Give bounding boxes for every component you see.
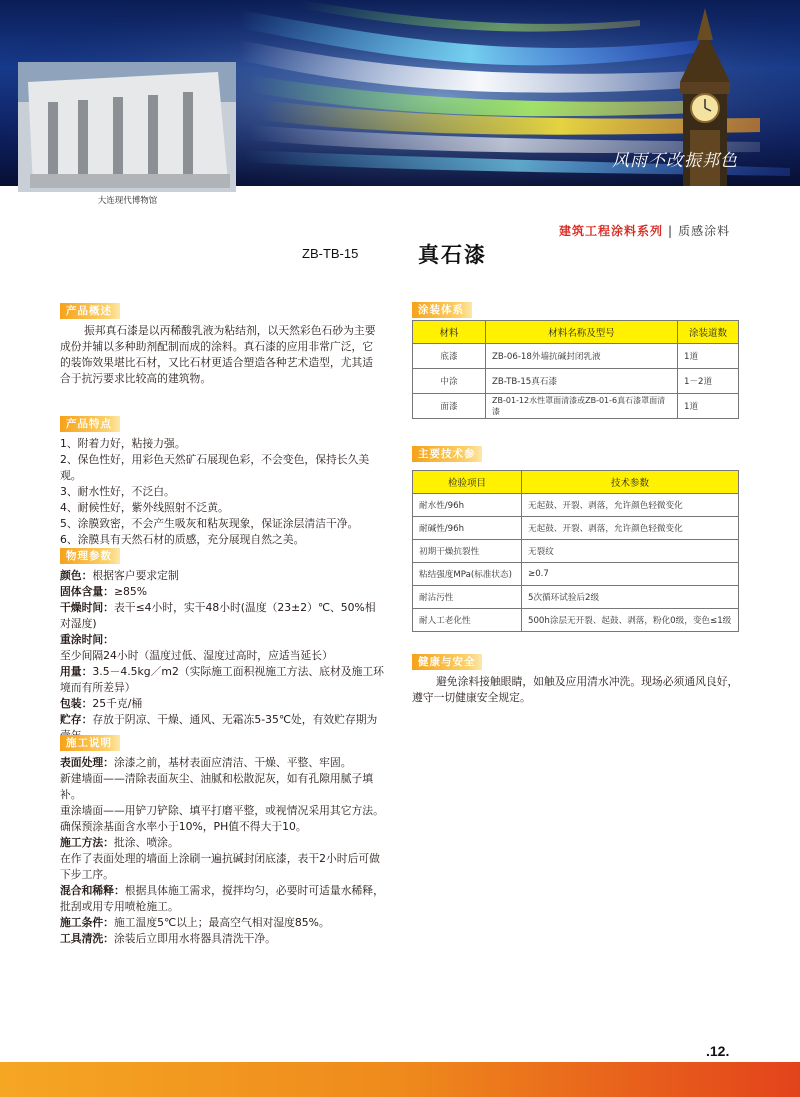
table-cell: 无起鼓、开裂、剥落，允许颜色轻微变化 [522,494,739,517]
physical-item: 固体含量：≥85% [60,585,148,598]
table-cell: ZB-01-12水性罩面清漆或ZB-01-6真石漆罩面清漆 [486,394,678,419]
table-cell: 耐水性/96h [413,494,522,517]
physical-item: 颜色：根据客户要求定制 [60,569,179,582]
table-header-row [413,471,739,494]
overview-tag: 产品概述 [60,303,120,319]
table-cell: ZB-TB-15真石漆 [486,369,678,394]
slogan-text: 风雨不改振邦色 [612,151,738,171]
table-header-cell: 检验项目 [413,471,522,494]
table-cell: 1道 [678,394,739,419]
construction-item: 新建墙面——清除表面灰尘、油腻和松散泥灰，如有孔隙用腻子填补。 [60,772,374,801]
table-cell: 粘结强度MPa(标准状态) [413,563,522,586]
table-cell: ZB-06-18外墙抗碱封闭乳液 [486,344,678,369]
table-cell: 耐沾污性 [413,586,522,609]
table-cell: 1－2道 [678,369,739,394]
feature-item: 1、附着力好，粘接力强。 [60,437,186,450]
features-tag: 产品特点 [60,416,120,432]
table-cell: 面漆 [413,394,486,419]
feature-item: 4、耐候性好，紫外线照射不泛黄。 [60,501,229,514]
table-cell: 中涂 [413,369,486,394]
table-row [413,494,739,517]
physical-list [60,568,385,744]
construction-item: 在作了表面处理的墙面上涂刷一遍抗碱封闭底漆，表干2小时后可做下步工序。 [60,852,380,881]
table-row [413,563,739,586]
physical-item: 干燥时间：表干≤4小时，实干48小时(温度（23±2）℃、50%相对湿度) [60,601,376,630]
health-text: 避免涂料接触眼睛，如触及应用清水冲洗。现场必须通风良好，遵守一切健康安全规定。 [412,675,739,704]
features-list [60,436,385,548]
tech-params-tag: 主要技术参 [412,446,482,462]
table-row [413,344,739,369]
table-cell: 底漆 [413,344,486,369]
series-label [559,222,730,239]
table-cell: ≥0.7 [522,563,739,586]
museum-photo [18,62,236,192]
feature-item: 5、涂膜致密，不会产生吸灰和粘灰现象，保证涂层清洁干净。 [60,517,359,530]
table-header-row [413,321,739,344]
construction-item: 确保预涂基面含水率小于10%，PH值不得大于10。 [60,820,307,833]
table-row [413,394,739,419]
page-number: .12. [706,1043,730,1059]
table-row [413,586,739,609]
feature-item: 3、耐水性好，不泛白。 [60,485,175,498]
feature-item: 6、涂膜具有天然石材的质感，充分展现自然之美。 [60,533,305,546]
overview-text: 振邦真石漆是以丙稀酸乳液为粘结剂，以天然彩色石砂为主要成份并辅以多种助剂配制而成的涂料。真石漆的应用非常广泛，它的装饰效果堪比石材，又比石材更适合塑造各种艺术造型，尤其适合于抗污要求比较高的建筑物。 [60,324,376,385]
table-header-cell: 材料名称及型号 [486,321,678,344]
table-cell: 500h涂层无开裂、起鼓、剥落，粉化0级，变色≤1级 [522,609,739,632]
tech-params-table [412,470,739,632]
feature-item: 2、保色性好，用彩色天然矿石展现色彩，不会变色，保持长久美观。 [60,453,370,482]
table-row [413,609,739,632]
table-cell: 初期干燥抗裂性 [413,540,522,563]
physical-item: 用量：3.5－4.5kg／m2（实际施工面积视施工方法、底材及施工环境而有所差异） [60,665,384,694]
museum-building-image [18,62,236,192]
health-tag: 健康与安全 [412,654,482,670]
construction-tag: 施工说明 [60,735,120,751]
table-row [413,540,739,563]
construction-list [60,755,385,947]
coating-system-tag: 涂装体系 [412,302,472,318]
construction-item: 表面处理：涂漆之前，基材表面应清洁、干燥、平整、牢固。 [60,756,352,769]
construction-item: 施工方法：批涂、喷涂。 [60,836,179,849]
product-title: 真石漆 [418,242,487,267]
table-cell: 无裂纹 [522,540,739,563]
photo-caption: 大连现代博物馆 [97,196,158,206]
table-header-cell: 涂装道数 [678,321,739,344]
table-cell: 1道 [678,344,739,369]
physical-item: 贮存：存放于阴凉、干燥、通风、无霜冻5-35℃处，有效贮存期为 [60,713,378,726]
footer-bar [0,1062,800,1097]
physical-item: 包装：25千克/桶 [60,697,143,710]
construction-item: 混合和稀释：根据具体施工需求，搅拌均匀，必要时可适量水稀释，批刮或用专用喷枪施工。 [60,884,384,913]
series-sub: 质感涂料 [678,224,731,238]
construction-item: 工具清洗：涂装后立即用水将器具清洗干净。 [60,932,276,945]
header-banner [0,0,800,195]
table-row [413,517,739,540]
construction-item: 重涂墙面——用铲刀铲除、填平打磨平整，或视情况采用其它方法。 [60,804,384,817]
table-header-cell: 技术参数 [522,471,739,494]
table-cell: 5次循环试验后2级 [522,586,739,609]
physical-tag: 物理参数 [60,548,120,564]
table-cell: 耐碱性/96h [413,517,522,540]
table-cell: 耐人工老化性 [413,609,522,632]
series-main: 建筑工程涂料系列 [559,224,664,238]
product-code: ZB-TB-15 [302,246,359,261]
coating-system-table [412,320,739,419]
table-cell: 无起鼓、开裂、剥落，允许颜色轻微变化 [522,517,739,540]
series-separator: | [668,224,674,238]
table-row [413,369,739,394]
table-header-cell: 材料 [413,321,486,344]
physical-item: 重涂时间：至少间隔24小时（温度过低、湿度过高时，应适当延长） [60,633,333,662]
construction-item: 施工条件：施工温度5℃以上；最高空气相对湿度85%。 [60,916,330,929]
